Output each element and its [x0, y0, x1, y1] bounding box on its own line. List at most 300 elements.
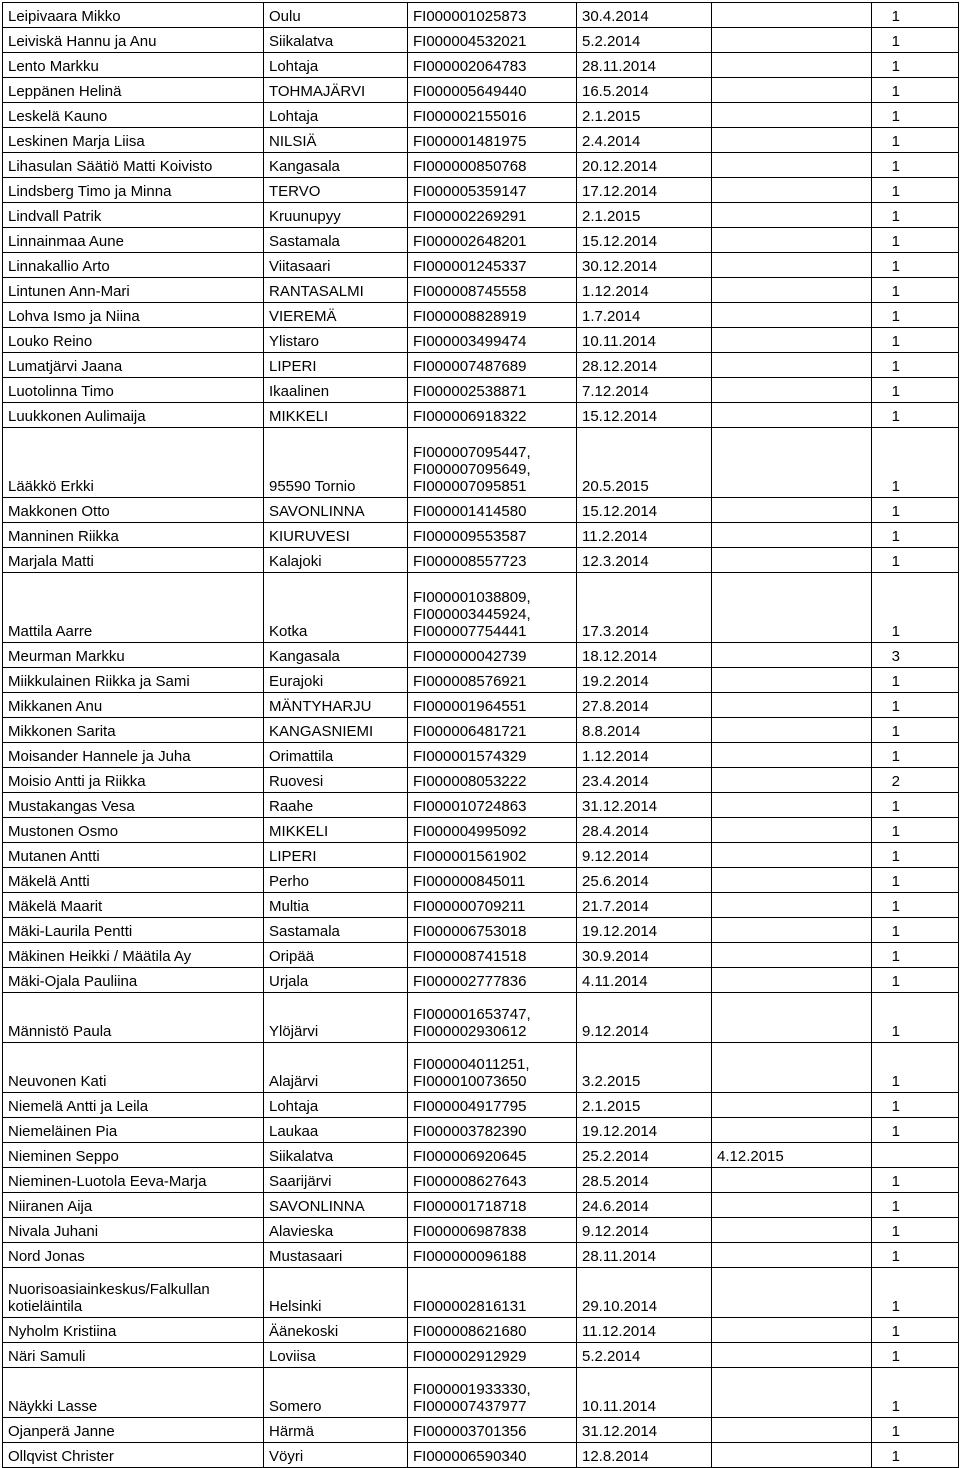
start-date-cell: 11.12.2014 — [577, 1318, 712, 1343]
municipality-cell: KIURUVESI — [264, 523, 408, 548]
table-row — [3, 1143, 959, 1168]
municipality-cell: MIKKELI — [264, 403, 408, 428]
table-row — [3, 303, 959, 328]
table-row — [3, 1218, 959, 1243]
owner-name-cell: Näri Samuli — [3, 1343, 264, 1368]
owner-name-cell: Lohva Ismo ja Niina — [3, 303, 264, 328]
owner-name-cell: Mikkanen Anu — [3, 693, 264, 718]
start-date-cell: 21.7.2014 — [577, 893, 712, 918]
start-date-cell: 19.2.2014 — [577, 668, 712, 693]
farm-id-cell: FI000000096188 — [408, 1243, 577, 1268]
table-row — [3, 968, 959, 993]
count-cell: 1 — [872, 1368, 959, 1418]
farm-id-cell: FI000008576921 — [408, 668, 577, 693]
count-cell: 1 — [872, 278, 959, 303]
table-row — [3, 693, 959, 718]
table-row — [3, 548, 959, 573]
municipality-cell: Siikalatva — [264, 1143, 408, 1168]
owner-name-cell: Niiranen Aija — [3, 1193, 264, 1218]
start-date-cell: 8.8.2014 — [577, 718, 712, 743]
municipality-cell: Helsinki — [264, 1268, 408, 1318]
owner-name-cell: Nyholm Kristiina — [3, 1318, 264, 1343]
count-cell: 1 — [872, 498, 959, 523]
table-row — [3, 28, 959, 53]
owner-name-cell: Lintunen Ann-Mari — [3, 278, 264, 303]
count-cell: 1 — [872, 573, 959, 643]
start-date-cell: 2.4.2014 — [577, 128, 712, 153]
farm-id-cell: FI000008053222 — [408, 768, 577, 793]
municipality-cell: LIPERI — [264, 843, 408, 868]
owner-name-cell: Mustakangas Vesa — [3, 793, 264, 818]
start-date-cell: 15.12.2014 — [577, 228, 712, 253]
end-date-cell — [712, 128, 872, 153]
table-row — [3, 3, 959, 28]
start-date-cell: 29.10.2014 — [577, 1268, 712, 1318]
owner-name-cell: Nuorisoasiainkeskus/Falkullan kotieläintila — [3, 1268, 264, 1318]
end-date-cell — [712, 403, 872, 428]
end-date-cell — [712, 103, 872, 128]
municipality-cell: Alajärvi — [264, 1043, 408, 1093]
farm-id-cell: FI000002648201 — [408, 228, 577, 253]
municipality-cell: NILSIÄ — [264, 128, 408, 153]
farm-id-cell: FI000002155016 — [408, 103, 577, 128]
table-row — [3, 668, 959, 693]
farm-id-cell: FI000008627643 — [408, 1168, 577, 1193]
table-row — [3, 893, 959, 918]
end-date-cell — [712, 1418, 872, 1443]
start-date-cell: 4.11.2014 — [577, 968, 712, 993]
owner-name-cell: Lihasulan Säätiö Matti Koivisto — [3, 153, 264, 178]
farm-id-cell: FI000009553587 — [408, 523, 577, 548]
end-date-cell — [712, 28, 872, 53]
end-date-cell — [712, 718, 872, 743]
farm-id-cell: FI000008828919 — [408, 303, 577, 328]
start-date-cell: 15.12.2014 — [577, 403, 712, 428]
owner-name-cell: Meurman Markku — [3, 643, 264, 668]
table-row — [3, 178, 959, 203]
owner-name-cell: Mäki-Ojala Pauliina — [3, 968, 264, 993]
count-cell: 1 — [872, 743, 959, 768]
end-date-cell — [712, 328, 872, 353]
municipality-cell: TOHMAJÄRVI — [264, 78, 408, 103]
table-row — [3, 993, 959, 1043]
owner-name-cell: Luotolinna Timo — [3, 378, 264, 403]
start-date-cell: 25.6.2014 — [577, 868, 712, 893]
municipality-cell: Somero — [264, 1368, 408, 1418]
municipality-cell: SAVONLINNA — [264, 1193, 408, 1218]
count-cell: 1 — [872, 1193, 959, 1218]
count-cell: 1 — [872, 3, 959, 28]
owner-name-cell: Leskelä Kauno — [3, 103, 264, 128]
municipality-cell: 95590 Tornio — [264, 428, 408, 498]
table-row — [3, 1318, 959, 1343]
end-date-cell — [712, 643, 872, 668]
owner-name-cell: Mutanen Antti — [3, 843, 264, 868]
municipality-cell: Kotka — [264, 573, 408, 643]
table-row — [3, 103, 959, 128]
farm-id-cell: FI000006920645 — [408, 1143, 577, 1168]
start-date-cell: 2.1.2015 — [577, 1093, 712, 1118]
start-date-cell: 5.2.2014 — [577, 1343, 712, 1368]
start-date-cell: 31.12.2014 — [577, 793, 712, 818]
owner-name-cell: Mäkelä Maarit — [3, 893, 264, 918]
farm-id-cell: FI000000709211 — [408, 893, 577, 918]
end-date-cell — [712, 3, 872, 28]
municipality-cell: Kangasala — [264, 153, 408, 178]
owner-name-cell: Mattila Aarre — [3, 573, 264, 643]
farm-id-cell: FI000001414580 — [408, 498, 577, 523]
table-row — [3, 843, 959, 868]
start-date-cell: 2.1.2015 — [577, 203, 712, 228]
municipality-cell: SAVONLINNA — [264, 498, 408, 523]
table-row — [3, 1043, 959, 1093]
count-cell: 1 — [872, 693, 959, 718]
count-cell: 3 — [872, 643, 959, 668]
start-date-cell: 12.8.2014 — [577, 1443, 712, 1468]
end-date-cell — [712, 1093, 872, 1118]
farm-id-cell: FI000004011251, FI000010073650 — [408, 1043, 577, 1093]
municipality-cell: Äänekoski — [264, 1318, 408, 1343]
start-date-cell: 7.12.2014 — [577, 378, 712, 403]
table-row — [3, 353, 959, 378]
end-date-cell: 4.12.2015 — [712, 1143, 872, 1168]
count-cell: 1 — [872, 1043, 959, 1093]
end-date-cell — [712, 693, 872, 718]
end-date-cell — [712, 378, 872, 403]
end-date-cell — [712, 843, 872, 868]
owner-name-cell: Nieminen-Luotola Eeva-Marja — [3, 1168, 264, 1193]
farm-register-table — [2, 2, 959, 1468]
count-cell: 1 — [872, 1218, 959, 1243]
owner-name-cell: Mäkelä Antti — [3, 868, 264, 893]
end-date-cell — [712, 523, 872, 548]
owner-name-cell: Linnainmaa Aune — [3, 228, 264, 253]
table-row — [3, 128, 959, 153]
start-date-cell: 30.12.2014 — [577, 253, 712, 278]
end-date-cell — [712, 428, 872, 498]
start-date-cell: 1.7.2014 — [577, 303, 712, 328]
municipality-cell: Laukaa — [264, 1118, 408, 1143]
municipality-cell: Kalajoki — [264, 548, 408, 573]
count-cell: 1 — [872, 843, 959, 868]
end-date-cell — [712, 253, 872, 278]
farm-id-cell: FI000002777836 — [408, 968, 577, 993]
owner-name-cell: Marjala Matti — [3, 548, 264, 573]
start-date-cell: 5.2.2014 — [577, 28, 712, 53]
farm-id-cell: FI000002912929 — [408, 1343, 577, 1368]
table-row — [3, 153, 959, 178]
start-date-cell: 27.8.2014 — [577, 693, 712, 718]
municipality-cell: MÄNTYHARJU — [264, 693, 408, 718]
municipality-cell: VIEREMÄ — [264, 303, 408, 328]
owner-name-cell: Niemelä Antti ja Leila — [3, 1093, 264, 1118]
farm-id-cell: FI000004917795 — [408, 1093, 577, 1118]
owner-name-cell: Nord Jonas — [3, 1243, 264, 1268]
start-date-cell: 31.12.2014 — [577, 1418, 712, 1443]
farm-id-cell: FI000001718718 — [408, 1193, 577, 1218]
end-date-cell — [712, 943, 872, 968]
start-date-cell: 19.12.2014 — [577, 1118, 712, 1143]
count-cell: 1 — [872, 1118, 959, 1143]
owner-name-cell: Louko Reino — [3, 328, 264, 353]
start-date-cell: 23.4.2014 — [577, 768, 712, 793]
start-date-cell: 28.11.2014 — [577, 1243, 712, 1268]
farm-id-cell: FI000001245337 — [408, 253, 577, 278]
table-row — [3, 328, 959, 353]
end-date-cell — [712, 573, 872, 643]
table-row — [3, 228, 959, 253]
owner-name-cell: Lumatjärvi Jaana — [3, 353, 264, 378]
municipality-cell: Perho — [264, 868, 408, 893]
municipality-cell: Saarijärvi — [264, 1168, 408, 1193]
table-row — [3, 1343, 959, 1368]
start-date-cell: 18.12.2014 — [577, 643, 712, 668]
municipality-cell: Loviisa — [264, 1343, 408, 1368]
farm-id-cell: FI000006987838 — [408, 1218, 577, 1243]
municipality-cell: Lohtaja — [264, 53, 408, 78]
table-body — [3, 3, 959, 1468]
farm-id-cell: FI000001038809, FI000003445924, FI000007754441 — [408, 573, 577, 643]
start-date-cell: 9.12.2014 — [577, 843, 712, 868]
end-date-cell — [712, 548, 872, 573]
table-row — [3, 253, 959, 278]
count-cell: 1 — [872, 548, 959, 573]
count-cell: 1 — [872, 868, 959, 893]
municipality-cell: TERVO — [264, 178, 408, 203]
count-cell: 1 — [872, 793, 959, 818]
count-cell: 1 — [872, 378, 959, 403]
farm-id-cell: FI000003701356 — [408, 1418, 577, 1443]
start-date-cell: 30.9.2014 — [577, 943, 712, 968]
municipality-cell: Ikaalinen — [264, 378, 408, 403]
municipality-cell: Eurajoki — [264, 668, 408, 693]
count-cell: 1 — [872, 228, 959, 253]
owner-name-cell: Miikkulainen Riikka ja Sami — [3, 668, 264, 693]
table-row — [3, 1093, 959, 1118]
start-date-cell: 28.5.2014 — [577, 1168, 712, 1193]
start-date-cell: 12.3.2014 — [577, 548, 712, 573]
count-cell: 1 — [872, 28, 959, 53]
owner-name-cell: Lindvall Patrik — [3, 203, 264, 228]
owner-name-cell: Ollqvist Christer — [3, 1443, 264, 1468]
farm-id-cell: FI000000845011 — [408, 868, 577, 893]
count-cell: 1 — [872, 1168, 959, 1193]
owner-name-cell: Leskinen Marja Liisa — [3, 128, 264, 153]
start-date-cell: 1.12.2014 — [577, 743, 712, 768]
owner-name-cell: Ojanperä Janne — [3, 1418, 264, 1443]
farm-id-cell: FI000002064783 — [408, 53, 577, 78]
start-date-cell: 28.12.2014 — [577, 353, 712, 378]
count-cell: 1 — [872, 1093, 959, 1118]
count-cell: 1 — [872, 403, 959, 428]
owner-name-cell: Niemeläinen Pia — [3, 1118, 264, 1143]
table-row — [3, 868, 959, 893]
municipality-cell: Ylistaro — [264, 328, 408, 353]
end-date-cell — [712, 968, 872, 993]
end-date-cell — [712, 303, 872, 328]
table-row — [3, 278, 959, 303]
municipality-cell: Multia — [264, 893, 408, 918]
count-cell: 1 — [872, 893, 959, 918]
table-row — [3, 743, 959, 768]
count-cell: 1 — [872, 918, 959, 943]
municipality-cell: Alavieska — [264, 1218, 408, 1243]
owner-name-cell: Linnakallio Arto — [3, 253, 264, 278]
municipality-cell: Kangasala — [264, 643, 408, 668]
municipality-cell: Sastamala — [264, 918, 408, 943]
farm-id-cell: FI000006753018 — [408, 918, 577, 943]
municipality-cell: Oripää — [264, 943, 408, 968]
municipality-cell: Siikalatva — [264, 28, 408, 53]
start-date-cell: 20.12.2014 — [577, 153, 712, 178]
farm-id-cell: FI000003782390 — [408, 1118, 577, 1143]
owner-name-cell: Lääkkö Erkki — [3, 428, 264, 498]
farm-id-cell: FI000008741518 — [408, 943, 577, 968]
end-date-cell — [712, 178, 872, 203]
municipality-cell: Ylöjärvi — [264, 993, 408, 1043]
farm-id-cell: FI000003499474 — [408, 328, 577, 353]
municipality-cell: KANGASNIEMI — [264, 718, 408, 743]
farm-id-cell: FI000000042739 — [408, 643, 577, 668]
start-date-cell: 2.1.2015 — [577, 103, 712, 128]
count-cell: 1 — [872, 428, 959, 498]
table-row — [3, 53, 959, 78]
count-cell: 1 — [872, 178, 959, 203]
owner-name-cell: Moisio Antti ja Riikka — [3, 768, 264, 793]
start-date-cell: 3.2.2015 — [577, 1043, 712, 1093]
table-row — [3, 1118, 959, 1143]
end-date-cell — [712, 918, 872, 943]
owner-name-cell: Leipivaara Mikko — [3, 3, 264, 28]
table-row — [3, 1418, 959, 1443]
table-row — [3, 643, 959, 668]
table-row — [3, 573, 959, 643]
count-cell: 1 — [872, 303, 959, 328]
end-date-cell — [712, 1043, 872, 1093]
count-cell: 1 — [872, 523, 959, 548]
farm-id-cell: FI000004532021 — [408, 28, 577, 53]
start-date-cell: 28.4.2014 — [577, 818, 712, 843]
municipality-cell: MIKKELI — [264, 818, 408, 843]
table-row — [3, 1443, 959, 1468]
count-cell: 1 — [872, 203, 959, 228]
municipality-cell: Ruovesi — [264, 768, 408, 793]
table-row — [3, 1268, 959, 1318]
count-cell — [872, 1143, 959, 1168]
farm-id-cell: FI000008621680 — [408, 1318, 577, 1343]
owner-name-cell: Manninen Riikka — [3, 523, 264, 548]
owner-name-cell: Leppänen Helinä — [3, 78, 264, 103]
farm-id-cell: FI000001025873 — [408, 3, 577, 28]
farm-id-cell: FI000001561902 — [408, 843, 577, 868]
owner-name-cell: Leiviskä Hannu ja Anu — [3, 28, 264, 53]
table-row — [3, 793, 959, 818]
count-cell: 1 — [872, 78, 959, 103]
table-row — [3, 1193, 959, 1218]
table-row — [3, 203, 959, 228]
end-date-cell — [712, 1368, 872, 1418]
owner-name-cell: Näykki Lasse — [3, 1368, 264, 1418]
start-date-cell: 28.11.2014 — [577, 53, 712, 78]
start-date-cell: 10.11.2014 — [577, 328, 712, 353]
municipality-cell: Lohtaja — [264, 103, 408, 128]
start-date-cell: 16.5.2014 — [577, 78, 712, 103]
start-date-cell: 1.12.2014 — [577, 278, 712, 303]
owner-name-cell: Moisander Hannele ja Juha — [3, 743, 264, 768]
municipality-cell: Härmä — [264, 1418, 408, 1443]
farm-id-cell: FI000000850768 — [408, 153, 577, 178]
owner-name-cell: Nieminen Seppo — [3, 1143, 264, 1168]
end-date-cell — [712, 78, 872, 103]
end-date-cell — [712, 278, 872, 303]
municipality-cell: Kruunupyy — [264, 203, 408, 228]
end-date-cell — [712, 53, 872, 78]
count-cell: 1 — [872, 103, 959, 128]
farm-id-cell: FI000001964551 — [408, 693, 577, 718]
farm-id-cell: FI000006481721 — [408, 718, 577, 743]
owner-name-cell: Männistö Paula — [3, 993, 264, 1043]
end-date-cell — [712, 668, 872, 693]
farm-id-cell: FI000001574329 — [408, 743, 577, 768]
end-date-cell — [712, 353, 872, 378]
count-cell: 1 — [872, 668, 959, 693]
table-row — [3, 428, 959, 498]
table-row — [3, 523, 959, 548]
farm-id-cell: FI000008745558 — [408, 278, 577, 303]
count-cell: 1 — [872, 128, 959, 153]
table-row — [3, 718, 959, 743]
table-row — [3, 768, 959, 793]
end-date-cell — [712, 1168, 872, 1193]
end-date-cell — [712, 1343, 872, 1368]
table-row — [3, 818, 959, 843]
end-date-cell — [712, 228, 872, 253]
municipality-cell: RANTASALMI — [264, 278, 408, 303]
municipality-cell: Raahe — [264, 793, 408, 818]
count-cell: 1 — [872, 1243, 959, 1268]
count-cell: 1 — [872, 1418, 959, 1443]
count-cell: 1 — [872, 968, 959, 993]
farm-id-cell: FI000008557723 — [408, 548, 577, 573]
end-date-cell — [712, 1318, 872, 1343]
count-cell: 1 — [872, 993, 959, 1043]
owner-name-cell: Luukkonen Aulimaija — [3, 403, 264, 428]
count-cell: 1 — [872, 1318, 959, 1343]
end-date-cell — [712, 203, 872, 228]
end-date-cell — [712, 1118, 872, 1143]
start-date-cell: 17.3.2014 — [577, 573, 712, 643]
table-row — [3, 1368, 959, 1418]
start-date-cell: 20.5.2015 — [577, 428, 712, 498]
municipality-cell: Vöyri — [264, 1443, 408, 1468]
start-date-cell: 9.12.2014 — [577, 993, 712, 1043]
owner-name-cell: Neuvonen Kati — [3, 1043, 264, 1093]
table-row — [3, 943, 959, 968]
start-date-cell: 9.12.2014 — [577, 1218, 712, 1243]
end-date-cell — [712, 993, 872, 1043]
farm-id-cell: FI000001481975 — [408, 128, 577, 153]
count-cell: 1 — [872, 818, 959, 843]
farm-id-cell: FI000001653747, FI000002930612 — [408, 993, 577, 1043]
end-date-cell — [712, 1218, 872, 1243]
table-row — [3, 498, 959, 523]
owner-name-cell: Makkonen Otto — [3, 498, 264, 523]
table-row — [3, 918, 959, 943]
owner-name-cell: Mäkinen Heikki / Määtila Ay — [3, 943, 264, 968]
count-cell: 1 — [872, 1268, 959, 1318]
municipality-cell: Mustasaari — [264, 1243, 408, 1268]
farm-id-cell: FI000006918322 — [408, 403, 577, 428]
